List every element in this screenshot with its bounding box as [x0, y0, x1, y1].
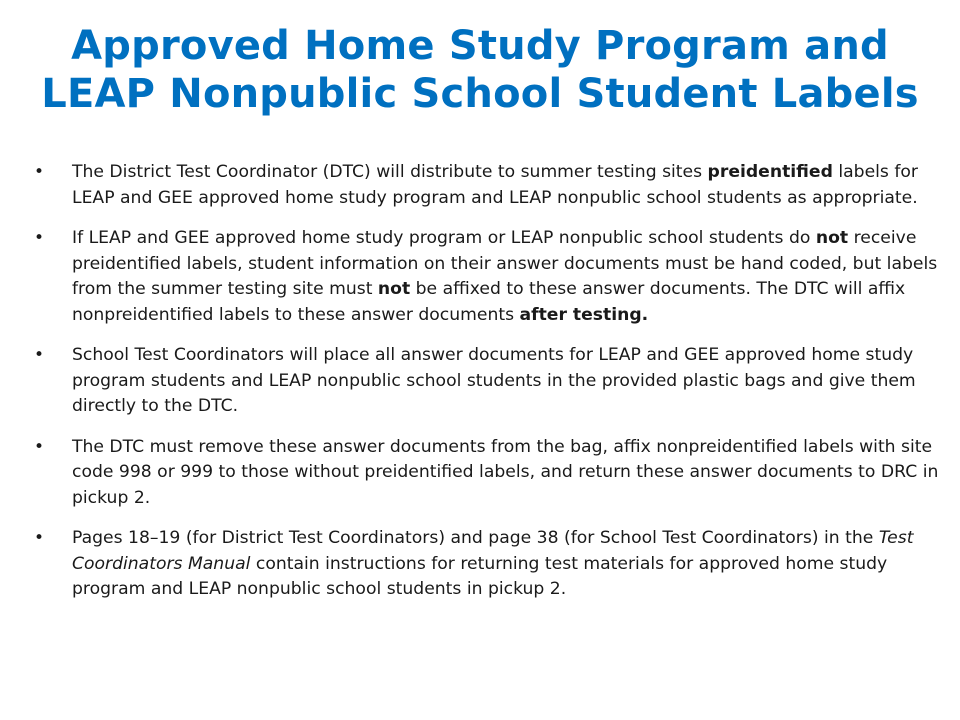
bullet-text: School Test Coordinators will place all answer documents for LEAP and GEE approved home study program students and LEAP nonpublic school students in the provided plastic bags and give them directly to the DTC.	[72, 345, 916, 416]
bullet-item-manual-pages	[34, 526, 940, 603]
bullet-icon: •	[34, 436, 45, 457]
bullet-item-dtc-distribution	[34, 160, 940, 211]
manual-title: Test Coordinators Manual	[72, 528, 914, 574]
bullet-text: The District Test Coordinator (DTC) will distribute to summer testing sites	[72, 162, 708, 182]
bullet-list	[0, 160, 960, 603]
bullet-icon: •	[34, 528, 45, 548]
bullet-item-plastic-bags	[34, 343, 940, 420]
bullet-item-no-preidentified-labels	[34, 226, 940, 328]
bullet-text: contain instructions for returning test materials for approved home study program and LEAP nonpublic school students in pickup 2.	[72, 553, 888, 599]
bullet-icon: •	[34, 228, 45, 248]
bullet-text: –	[149, 528, 159, 548]
bullet-bold-text: not	[815, 228, 849, 248]
bullet-bold-text: not	[377, 279, 411, 299]
bullet-text: 19 (for District Test Coordinators) and page 38 (for School Test Coordinators) in the	[158, 528, 879, 548]
bullet-text: labels for LEAP and GEE approved home study program and LEAP nonpublic school students as appropriate.	[72, 162, 918, 208]
bullet-icon: •	[34, 162, 45, 182]
bullet-text: Pages 18	[72, 528, 150, 548]
bullet-text: If LEAP and GEE approved home study program or LEAP nonpublic school students do	[72, 228, 816, 248]
title-line-2: LEAP Nonpublic School Student Labels	[41, 71, 919, 117]
title-line-1: Approved Home Study Program and	[71, 23, 889, 69]
page-title	[0, 22, 960, 118]
bullet-text: receive preidentified labels, student information on their answer documents must be hand coded, but labels from the summer testing site must	[72, 228, 938, 299]
bullet-text: The DTC must remove these answer documents from the bag, affix nonpreidentified labels with site code 998 or 999 to those without preidentified labels, and return these answer documents to DRC in pickup 2.	[72, 436, 939, 508]
bullet-text: be affixed to these answer documents. The DTC will affix nonpreidentified labels to these answer documents	[72, 279, 906, 325]
bullet-item-dtc-affix-labels	[34, 435, 940, 512]
bullet-bold-text: after testing.	[519, 304, 649, 325]
bullet-bold-text: preidentified	[707, 162, 833, 182]
bullet-icon: •	[34, 345, 45, 365]
